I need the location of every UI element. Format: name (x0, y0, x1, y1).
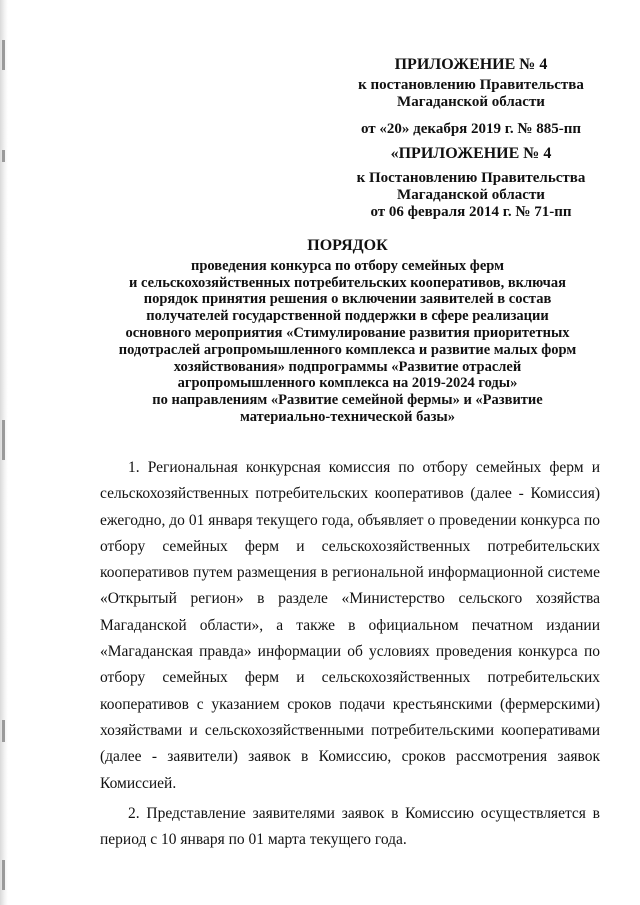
annex-line: Магаданской области (397, 94, 545, 110)
order-title-line: хозяйствования» подпрограммы «Развитие отраслей (173, 358, 522, 375)
annex-header-current (326, 56, 616, 138)
annex-date: от 06 февраля 2014 г. № 71-пп (370, 204, 572, 220)
annex-date: от «20» декабря 2019 г. № 885-пп (360, 121, 581, 137)
scan-mark (2, 150, 5, 162)
order-heading: ПОРЯДОК (307, 237, 388, 254)
annex-title: ПРИЛОЖЕНИЕ № 4 (394, 56, 548, 73)
scan-mark (2, 40, 5, 70)
order-title-line: по направлениям «Развитие семейной фермы» и «Развитие (152, 392, 543, 409)
annex-header-original (326, 145, 616, 221)
scan-edge (0, 0, 8, 905)
annex-line: Магаданской области (397, 187, 545, 203)
order-title-line: проведения конкурса по отбору семейных ферм (191, 257, 504, 274)
order-title-line: подотраслей агропромышленного комплекса и развитие малых форм (118, 341, 577, 358)
order-title-line: основного мероприятия «Стимулирование развития приоритетных (125, 324, 570, 341)
body-text (100, 455, 600, 853)
annex-line: к Постановлению Правительства (356, 170, 586, 186)
annex-title: «ПРИЛОЖЕНИЕ № 4 (390, 145, 552, 162)
order-title-line: получателей государственной поддержки в сфере реализации (146, 308, 549, 325)
annex-line: к постановлению Правительства (358, 77, 584, 93)
order-title-block (95, 238, 600, 426)
order-title-line: и сельскохозяйственных потребительских кооперативов, включая (129, 274, 566, 291)
paragraph-2: 2. Представление заявителями заявок в Комиссию осуществляется в период с 10 января по 01 марта текущего года. (100, 804, 600, 849)
scan-mark (2, 860, 5, 890)
scan-mark (2, 720, 5, 742)
scan-mark (2, 420, 5, 460)
paragraph-1: 1. Региональная конкурсная комиссия по отбору семейных ферм и сельскохозяйственных потребительских кооперативов (далее - Комиссия) ежегодно, до 01 января текущего года, объявляет о проведении конкурса по отбору семейных ферм и сельскохозяйственных потребительских кооперативов путем размещения в региональной информационной системе «Открытый регион» в разделе «Министерство сельского хозяйства Магаданской области», а также в официальном печатном издании «Магаданская правда» информации об условиях проведения конкурса по отбору семейных ферм и сельскохозяйственных потребительских кооперативов с указанием сроков подачи крестьянскими (фермерскими) хозяйствами и сельскохозяйственными потребительскими кооперативами (далее - заявители) заявок в Комиссию, сроков рассмотрения заявок Комиссией. (100, 459, 600, 792)
order-title-line: агропромышленного комплекса на 2019-2024 годы» (177, 375, 518, 392)
order-title-line: материально-технической базы» (240, 408, 455, 425)
order-title-line: порядок принятия решения о включении заявителей в состав (143, 291, 552, 308)
